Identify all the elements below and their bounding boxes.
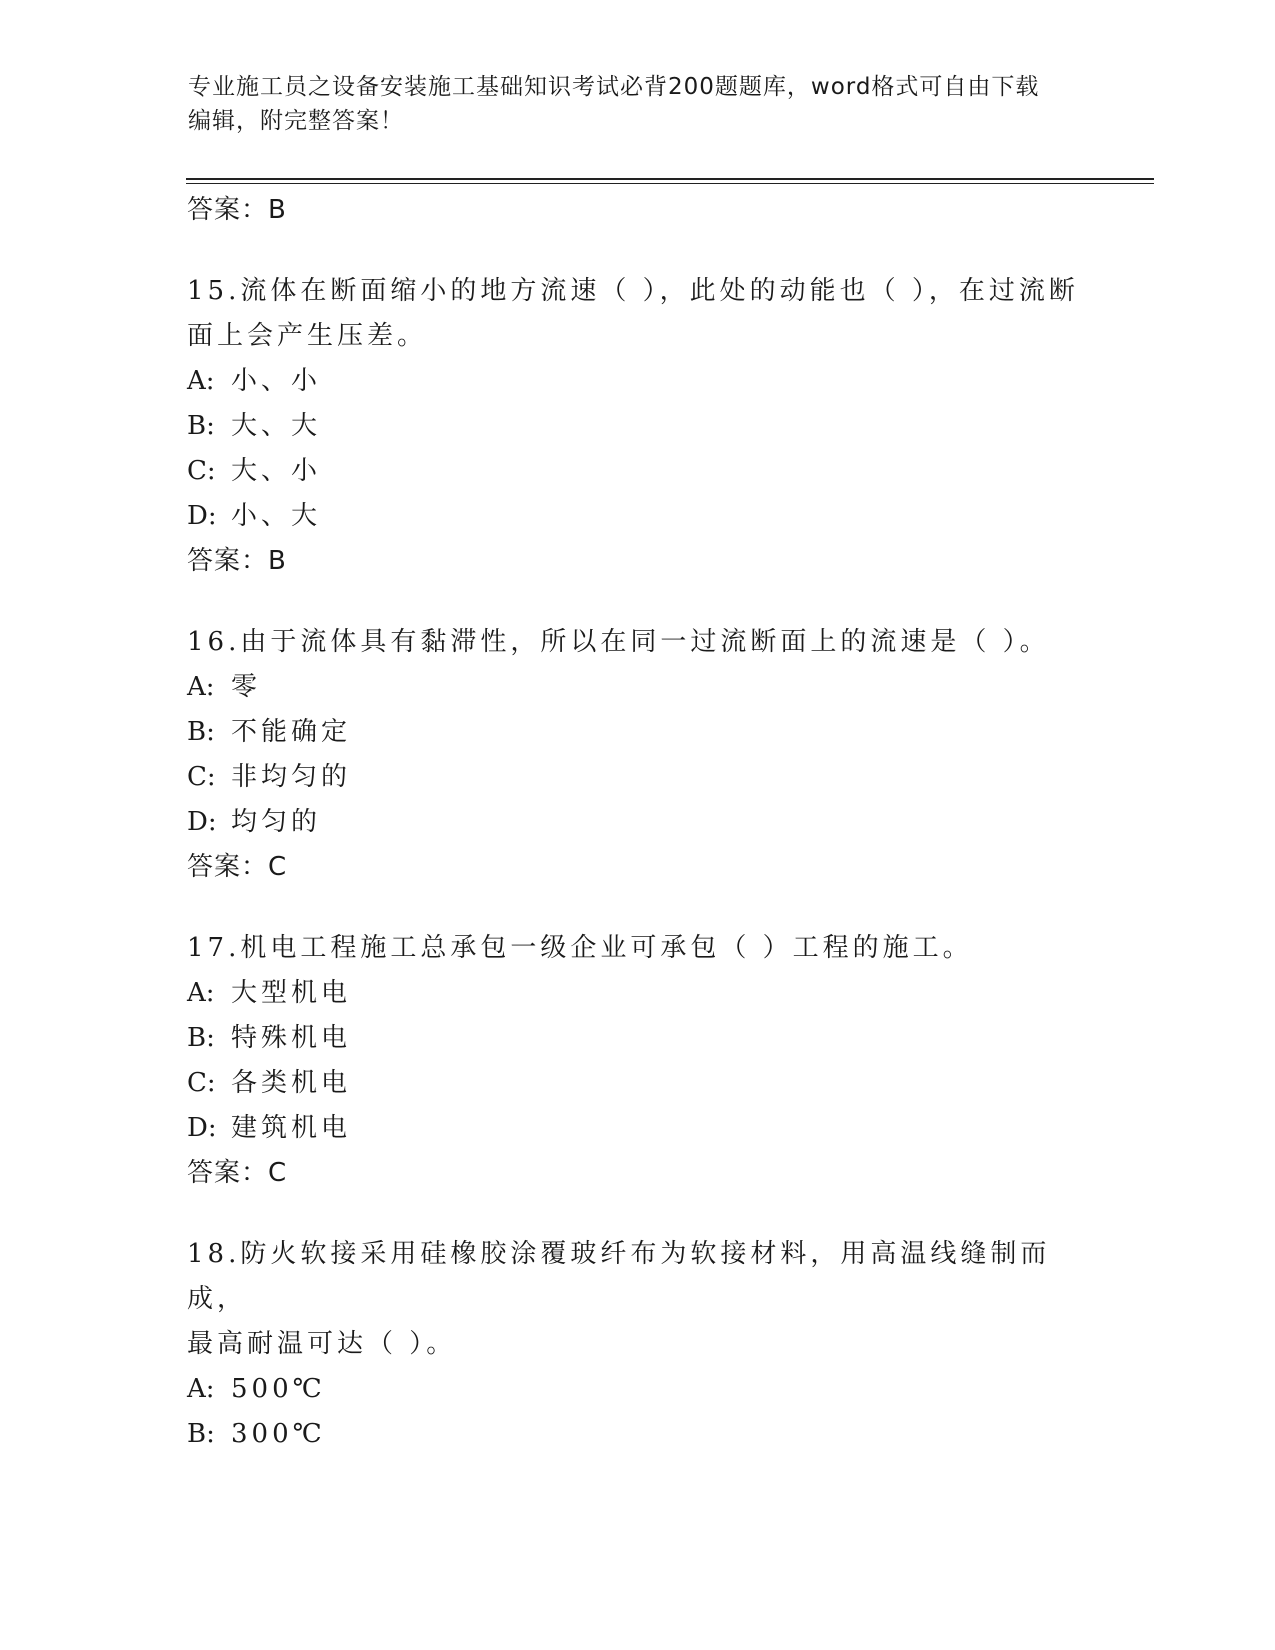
question-block xyxy=(187,269,1087,584)
option-label: A: xyxy=(187,672,215,702)
answer-line: 答案：C xyxy=(187,852,288,882)
answer-line: 答案：B xyxy=(187,546,287,576)
answer-line: 答案：B xyxy=(187,195,287,225)
option-label: A: xyxy=(187,1374,215,1404)
option-text: 各类机电 xyxy=(231,1068,352,1098)
question-text-line-1: 18.防火软接采用硅橡胶涂覆玻纤布为软接材料，用高温线缝制而成， xyxy=(187,1239,1051,1314)
option-a xyxy=(187,359,1087,404)
option-text: 小、大 xyxy=(231,501,322,531)
option-a xyxy=(187,971,1087,1016)
option-a xyxy=(187,665,1087,710)
option-b xyxy=(187,404,1087,449)
option-c xyxy=(187,755,1087,800)
option-text: 建筑机电 xyxy=(231,1113,352,1143)
option-d xyxy=(187,800,1087,845)
option-text: 大、小 xyxy=(231,456,322,486)
question-text-line-2: 面上会产生压差。 xyxy=(187,321,428,351)
option-b xyxy=(187,1412,1087,1457)
question-text-line-1: 17.机电工程施工总承包一级企业可承包（ ）工程的施工。 xyxy=(187,933,973,963)
option-label: C: xyxy=(187,762,216,792)
option-text: 非均匀的 xyxy=(231,762,352,792)
option-a xyxy=(187,1367,1087,1412)
question-block xyxy=(187,926,1087,1196)
header-title-line-1: 专业施工员之设备安装施工基础知识考试必背200题题库，word格式可自由下载 xyxy=(188,74,1040,100)
option-label: B: xyxy=(187,411,215,441)
question-text-line-1: 15.流体在断面缩小的地方流速（ ），此处的动能也（ ），在过流断 xyxy=(187,276,1079,306)
document-header xyxy=(188,70,1088,138)
option-text: 特殊机电 xyxy=(231,1023,352,1053)
option-b xyxy=(187,710,1087,755)
option-label: A: xyxy=(187,978,215,1008)
option-text: 不能确定 xyxy=(231,717,352,747)
option-c xyxy=(187,1061,1087,1106)
option-label: D: xyxy=(187,1113,217,1143)
answer-line: 答案：C xyxy=(187,1158,288,1188)
option-label: D: xyxy=(187,807,217,837)
option-c xyxy=(187,449,1087,494)
option-text: 小、小 xyxy=(231,366,322,396)
option-text: 均匀的 xyxy=(231,807,322,837)
question-text-line-1: 16.由于流体具有黏滞性，所以在同一过流断面上的流速是（ ）。 xyxy=(187,627,1050,657)
option-text: 零 xyxy=(231,672,262,702)
question-list xyxy=(187,188,1087,1457)
option-label: A: xyxy=(187,366,215,396)
option-label: C: xyxy=(187,1068,216,1098)
header-divider-thick xyxy=(186,178,1154,180)
header-title-line-2: 编辑，附完整答案！ xyxy=(188,108,404,134)
option-text: 500℃ xyxy=(231,1374,326,1404)
option-label: B: xyxy=(187,717,215,747)
header-divider-thin xyxy=(186,183,1154,184)
option-label: B: xyxy=(187,1419,215,1449)
option-label: C: xyxy=(187,456,216,486)
question-block xyxy=(187,1232,1087,1457)
option-b xyxy=(187,1016,1087,1061)
option-text: 大、大 xyxy=(231,411,322,441)
option-label: B: xyxy=(187,1023,215,1053)
option-d xyxy=(187,494,1087,539)
question-block xyxy=(187,620,1087,890)
option-label: D: xyxy=(187,501,217,531)
option-text: 300℃ xyxy=(231,1419,326,1449)
question-text-line-2: 最高耐温可达（ ）。 xyxy=(187,1329,457,1359)
option-text: 大型机电 xyxy=(231,978,352,1008)
option-d xyxy=(187,1106,1087,1151)
